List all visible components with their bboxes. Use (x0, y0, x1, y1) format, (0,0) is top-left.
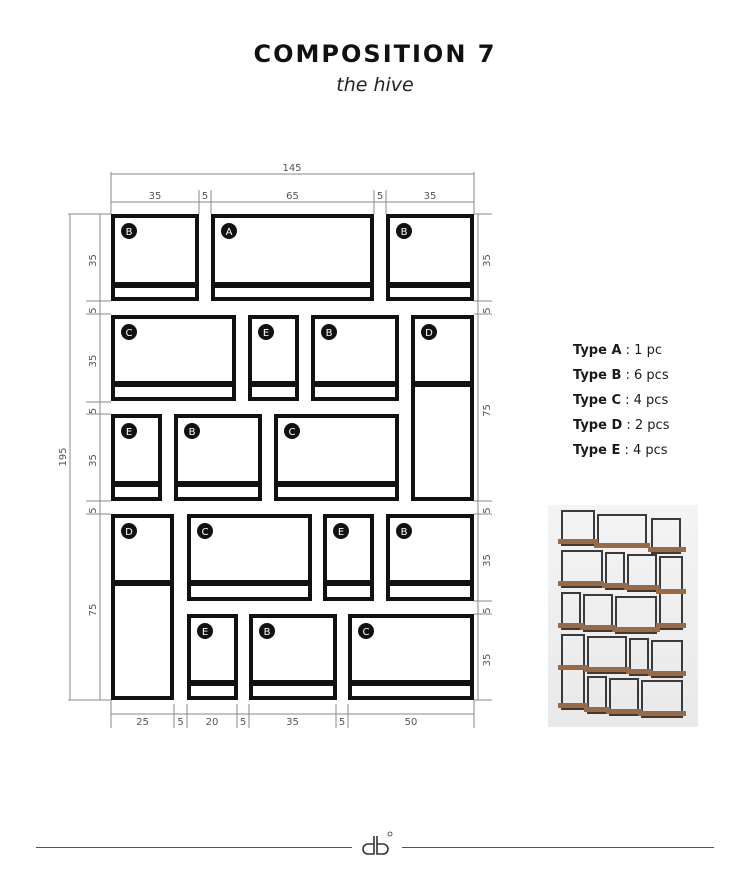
right-dimension-label: 5 (482, 607, 493, 614)
right-dimension-label: 35 (482, 653, 493, 667)
shelf-board (388, 580, 472, 586)
shelf-type-b (113, 216, 197, 299)
bottom-dimension-label: 35 (286, 717, 299, 728)
left-dimension-label: 5 (88, 307, 99, 314)
shelf-frame (413, 317, 472, 499)
shelf-board (176, 481, 260, 487)
shelf-board (388, 282, 472, 288)
legend-type-qty: 1 pc (634, 343, 662, 358)
shelf-board (213, 282, 372, 288)
bottom-dimension-label: 25 (136, 717, 149, 728)
shelf-type-b (176, 416, 260, 499)
right-dimension-label: 35 (482, 254, 493, 267)
shelf-type-label: B (400, 227, 408, 238)
left-dimension-label: 35 (88, 454, 99, 467)
shelf-board (276, 481, 397, 487)
shelf-type-label: E (201, 627, 209, 638)
right-dimension-label: 5 (482, 507, 493, 514)
shelf-type-label: C (125, 328, 133, 339)
top-dimension-label: 5 (376, 191, 384, 202)
shelf-type-label: D (125, 527, 133, 538)
shelf-type-label: C (362, 627, 370, 638)
left-dimension-label: 35 (88, 254, 99, 267)
legend-type-qty: 2 pcs (634, 418, 670, 433)
bottom-dimension-label: 5 (239, 717, 247, 728)
shelf-type-b (388, 516, 472, 599)
shelf-type-c (113, 317, 234, 399)
shelf-board (251, 680, 335, 686)
shelf-board (113, 282, 197, 288)
shelf-type-label: B (263, 627, 271, 638)
left-dimension-label: 5 (88, 407, 99, 415)
shelf-type-e (113, 416, 160, 499)
shelf-type-e (250, 317, 297, 399)
left-dimension-label: 5 (88, 507, 99, 514)
shelf-frame (113, 516, 172, 698)
shelf-type-label: E (262, 328, 270, 339)
right-dimension-label: 75 (482, 404, 493, 417)
footer-divider-right (402, 847, 714, 848)
left-dimension-label: 35 (88, 354, 99, 368)
shelf-type-label: C (201, 527, 209, 538)
shelf-type-label: B (125, 227, 133, 238)
shelf-type-label: D (425, 328, 433, 339)
shelf-type-label: B (325, 328, 333, 339)
top-dimension-label: 35 (148, 191, 162, 202)
legend-type-qty: 6 pcs (634, 368, 669, 383)
shelf-board (250, 381, 297, 387)
shelf-type-label: B (188, 427, 196, 438)
legend-type-name: Type B (573, 368, 622, 383)
brand-logo-icon (360, 830, 394, 860)
shelf-board (350, 680, 472, 686)
page-subtitle: the hive (336, 74, 414, 96)
shelf-board (313, 381, 397, 387)
legend-type-name: Type E (573, 443, 621, 458)
shelf-type-label: B (400, 527, 408, 538)
bottom-dimension-label: 20 (205, 717, 219, 728)
shelf-board (413, 381, 472, 387)
total-width-label: 145 (282, 163, 302, 174)
top-dimension-label: 5 (201, 191, 209, 202)
right-dimension-label: 35 (482, 554, 493, 567)
shelf-type-b (313, 317, 397, 399)
shelf-type-b (388, 216, 472, 299)
top-dimension-label: 65 (286, 191, 299, 202)
type-legend (573, 342, 669, 467)
top-dimension-label: 35 (423, 191, 437, 202)
bottom-dimension-label: 50 (404, 717, 418, 728)
shelf-type-c (276, 416, 397, 499)
legend-type-name: Type A (573, 343, 622, 358)
legend-item: Type A : 1 pc (573, 343, 662, 358)
legend-type-name: Type C (573, 393, 621, 408)
total-height-label: 195 (58, 447, 69, 467)
shelf-type-label: A (225, 227, 233, 238)
shelf-board (113, 381, 234, 387)
shelf-board (113, 481, 160, 487)
right-dimension-label: 5 (482, 307, 493, 314)
left-dimension-label: 75 (88, 603, 99, 617)
legend-type-qty: 4 pcs (632, 443, 668, 458)
shelf-type-label: E (337, 527, 345, 538)
shelf-type-label: E (125, 427, 133, 438)
footer-divider-left (36, 847, 352, 848)
shelf-type-e (325, 516, 372, 599)
shelf-type-label: C (288, 427, 296, 438)
shelf-board (189, 580, 310, 586)
legend-item: Type B : 6 pcs (573, 368, 669, 383)
shelf-type-a (213, 216, 372, 299)
legend-item: Type C : 4 pcs (573, 393, 669, 408)
legend-item: Type D : 2 pcs (573, 418, 670, 433)
shelf-type-e (189, 616, 236, 698)
shelf-type-c (189, 516, 310, 599)
shelf-assembly-photo-icon (548, 505, 698, 727)
legend-type-qty: 4 pcs (633, 393, 669, 408)
legend-item: Type E : 4 pcs (573, 443, 668, 458)
shelf-board (189, 680, 236, 686)
shelf-type-d (413, 317, 472, 499)
legend-type-name: Type D (573, 418, 623, 433)
shelf-type-c (350, 616, 472, 698)
shelf-type-d (113, 516, 172, 698)
frame-layer (113, 216, 472, 698)
shelf-board (325, 580, 372, 586)
bottom-dimension-label: 5 (338, 717, 346, 728)
bottom-dimension-label: 5 (177, 717, 184, 728)
page-title: COMPOSITION 7 (253, 40, 497, 68)
shelf-type-b (251, 616, 335, 698)
shelf-board (113, 580, 172, 586)
